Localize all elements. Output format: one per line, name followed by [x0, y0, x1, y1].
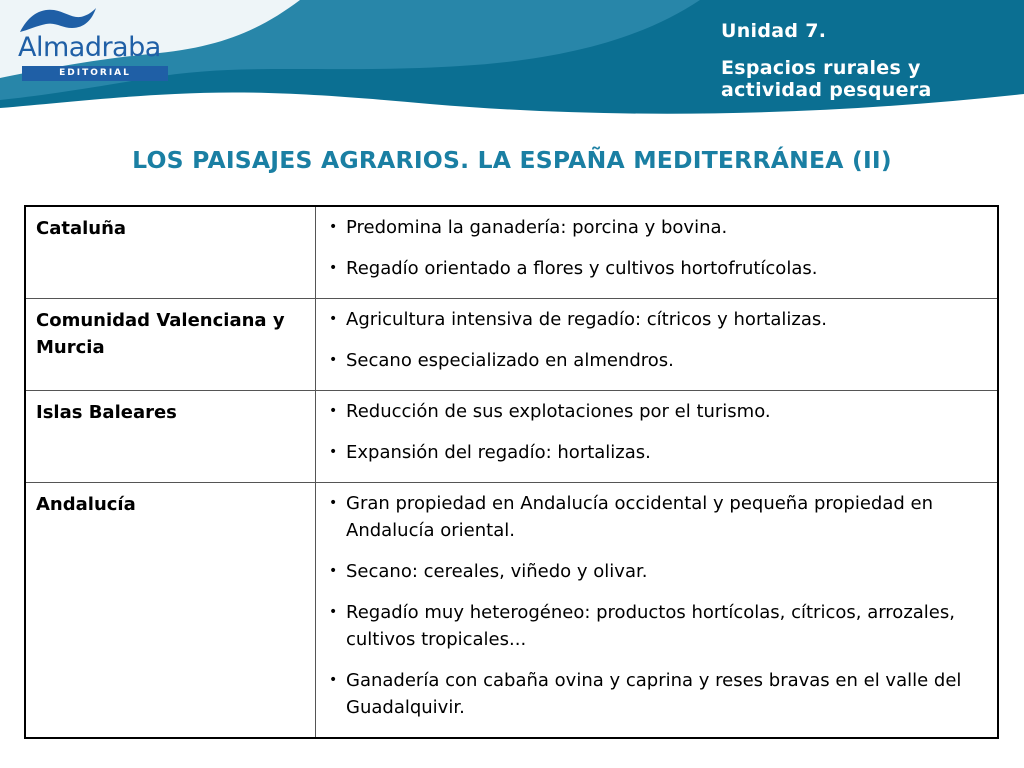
points-cell	[316, 299, 999, 391]
points-cell	[316, 206, 999, 299]
bullet-list	[326, 398, 987, 466]
table-row	[25, 391, 998, 483]
list-item: • Regadío muy heterogéneo: productos hortícolas, cítricos, arrozales, cultivos tropicales...	[326, 599, 987, 653]
list-item: • Regadío orientado a flores y cultivos hortofrutícolas.	[326, 255, 987, 282]
table-row	[25, 206, 998, 299]
bullet-list	[326, 490, 987, 721]
bullet-list	[326, 214, 987, 282]
list-item: • Secano especializado en almendros.	[326, 347, 987, 374]
list-item: • Secano: cereales, viñedo y olivar.	[326, 558, 987, 585]
list-item: • Agricultura intensiva de regadío: cítricos y hortalizas.	[326, 306, 987, 333]
region-cell: Cataluña	[25, 206, 316, 299]
points-cell	[316, 483, 999, 739]
header-band	[0, 0, 1024, 120]
list-item: • Reducción de sus explotaciones por el turismo.	[326, 398, 987, 425]
almadraba-logo	[18, 6, 170, 82]
table-row	[25, 483, 998, 739]
regions-table	[24, 205, 999, 739]
points-cell	[316, 391, 999, 483]
table-row	[25, 299, 998, 391]
logo-subtitle: EDITORIAL	[22, 66, 168, 81]
regions-table-body	[25, 206, 998, 738]
list-item: • Expansión del regadío: hortalizas.	[326, 439, 987, 466]
list-item: • Gran propiedad en Andalucía occidental y pequeña propiedad en Andalucía oriental.	[326, 490, 987, 544]
region-cell: Andalucía	[25, 483, 316, 739]
list-item: • Predomina la ganadería: porcina y bovina.	[326, 214, 987, 241]
list-item: • Ganadería con cabaña ovina y caprina y reses bravas en el valle del Guadalquivir.	[326, 667, 987, 721]
region-cell: Islas Baleares	[25, 391, 316, 483]
region-cell: Comunidad Valenciana y Murcia	[25, 299, 316, 391]
unit-subtitle: Espacios rurales y actividad pesquera	[721, 57, 932, 101]
logo-wordmark: Almadraba	[18, 32, 161, 63]
page-title: LOS PAISAJES AGRARIOS. LA ESPAÑA MEDITERRÁNEA (II)	[132, 146, 892, 174]
unit-title: Unidad 7.	[721, 20, 827, 42]
bullet-list	[326, 306, 987, 374]
